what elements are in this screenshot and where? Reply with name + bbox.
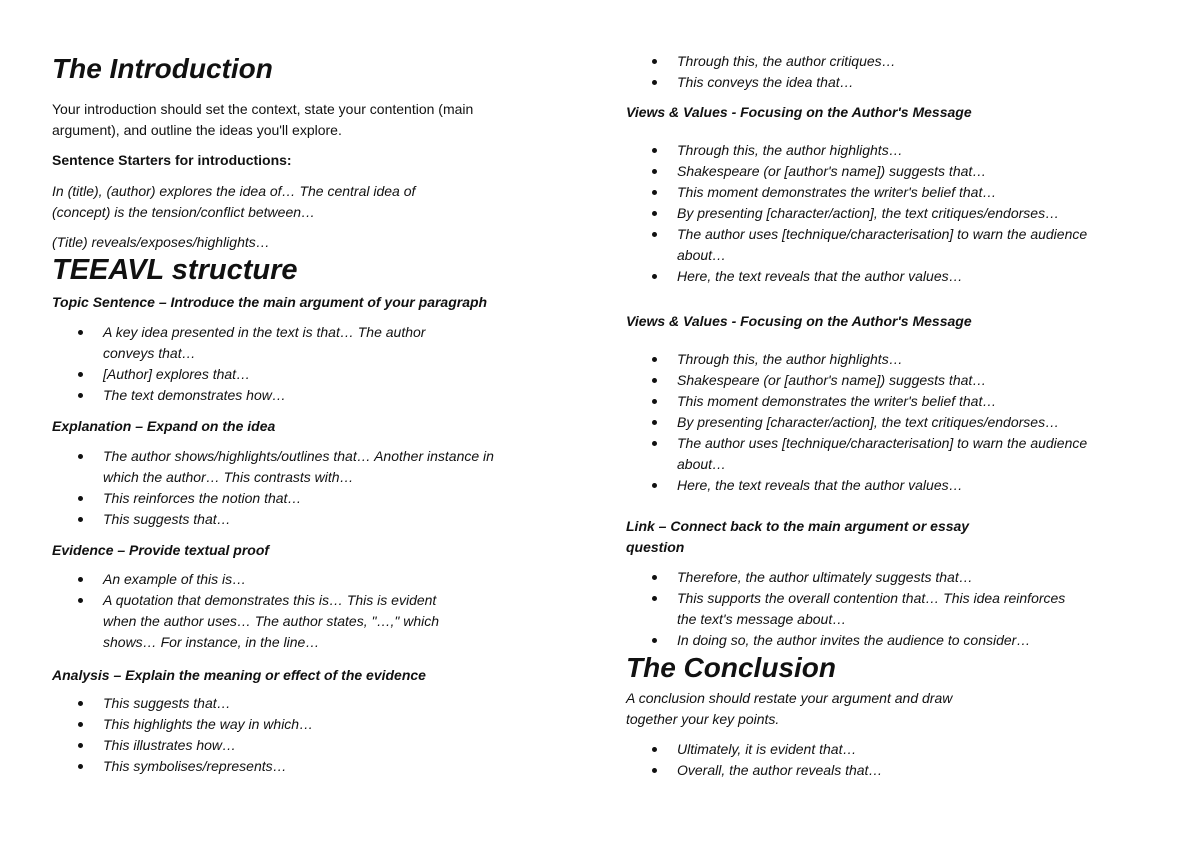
- views-values-heading-2: Views & Values - Focusing on the Author's Message: [626, 313, 972, 329]
- list-item: [52, 509, 572, 530]
- list-item: [52, 756, 572, 777]
- list-item: [52, 488, 572, 509]
- sentence-starter-1: [52, 181, 572, 223]
- list-item-line: This suggests that…: [103, 695, 231, 711]
- conclusion-list: [626, 739, 1166, 781]
- list-item: [626, 203, 1166, 224]
- list-item: [626, 433, 1166, 475]
- list-item-line: By presenting [character/action], the text critiques/endorses…: [677, 414, 1060, 430]
- list-item: [626, 72, 1166, 93]
- list-item: [626, 349, 1166, 370]
- list-item: [626, 224, 1166, 266]
- evidence-list: [52, 569, 572, 653]
- list-item: [626, 412, 1166, 433]
- list-item: [52, 364, 572, 385]
- link-heading-line: question: [626, 539, 685, 555]
- list-item-line: The text demonstrates how…: [103, 387, 286, 403]
- list-item-line: This supports the overall contention that… This idea reinforces: [677, 590, 1066, 606]
- list-item-line: Through this, the author critiques…: [677, 53, 896, 69]
- sentence-starters-heading: Sentence Starters for introductions:: [52, 152, 292, 168]
- list-item-line: Through this, the author highlights…: [677, 351, 903, 367]
- list-item-line: [Author] explores that…: [103, 366, 251, 382]
- list-item: [52, 446, 572, 488]
- introduction-paragraph: [52, 99, 572, 141]
- list-item: [52, 735, 572, 756]
- list-item: [626, 567, 1166, 588]
- conclusion-title: The Conclusion: [626, 652, 836, 683]
- analysis-list: [52, 693, 572, 777]
- list-item-line: conveys that…: [103, 345, 196, 361]
- list-item: [626, 266, 1166, 287]
- list-item-line: This symbolises/represents…: [103, 758, 287, 774]
- link-heading: [626, 516, 1166, 558]
- list-item-line: This illustrates how…: [103, 737, 237, 753]
- list-item-line: Therefore, the author ultimately suggests that…: [677, 569, 973, 585]
- list-item-line: Shakespeare (or [author's name]) suggests that…: [677, 372, 987, 388]
- list-item-line: Here, the text reveals that the author values…: [677, 477, 963, 493]
- list-item-line: when the author uses… The author states, "…," which: [103, 613, 439, 629]
- list-item-line: This conveys the idea that…: [677, 74, 854, 90]
- teeavl-structure-title: TEEAVL structure: [52, 254, 298, 286]
- views-values-heading-1: Views & Values - Focusing on the Author's Message: [626, 104, 972, 120]
- list-item-line: which the author… This contrasts with…: [103, 469, 354, 485]
- views-values-list-1: [626, 140, 1166, 287]
- explanation-list: [52, 446, 572, 530]
- list-item-line: The author uses [technique/characterisation] to warn the audience: [677, 226, 1088, 242]
- list-item: [626, 391, 1166, 412]
- conclusion-paragraph-line: together your key points.: [626, 711, 780, 727]
- list-item: [626, 370, 1166, 391]
- introduction-paragraph-line: argument), and outline the ideas you'll explore.: [52, 122, 342, 138]
- list-item-line: This reinforces the notion that…: [103, 490, 302, 506]
- list-item-line: Shakespeare (or [author's name]) suggests that…: [677, 163, 987, 179]
- list-item: [52, 693, 572, 714]
- list-item-line: shows… For instance, in the line…: [103, 634, 320, 650]
- analysis-heading: Analysis – Explain the meaning or effect of the evidence: [52, 667, 426, 683]
- list-item-line: about…: [677, 456, 727, 472]
- list-item-line: The author uses [technique/characterisation] to warn the audience: [677, 435, 1088, 451]
- list-item: [626, 51, 1166, 72]
- conclusion-paragraph-line: A conclusion should restate your argument and draw: [626, 690, 953, 706]
- list-item-line: This suggests that…: [103, 511, 231, 527]
- explanation-heading: Explanation – Expand on the idea: [52, 418, 276, 434]
- list-item: [52, 322, 572, 364]
- continued-list: [626, 51, 1166, 93]
- list-item-line: The author shows/highlights/outlines that… Another instance in: [103, 448, 494, 464]
- evidence-heading: Evidence – Provide textual proof: [52, 542, 270, 558]
- list-item-line: A key idea presented in the text is that… The author: [103, 324, 426, 340]
- list-item-line: In doing so, the author invites the audience to consider…: [677, 632, 1031, 648]
- list-item-line: the text's message about…: [677, 611, 847, 627]
- list-item-line: By presenting [character/action], the text critiques/endorses…: [677, 205, 1060, 221]
- sentence-starter-line: (concept) is the tension/conflict between…: [52, 204, 316, 220]
- link-heading-line: Link – Connect back to the main argument or essay: [626, 518, 970, 534]
- link-list: [626, 567, 1166, 651]
- list-item: [626, 760, 1166, 781]
- list-item-line: This highlights the way in which…: [103, 716, 314, 732]
- list-item: [626, 588, 1166, 630]
- list-item-line: An example of this is…: [103, 571, 247, 587]
- list-item: [626, 140, 1166, 161]
- list-item: [626, 182, 1166, 203]
- list-item: [52, 714, 572, 735]
- conclusion-paragraph: [626, 688, 1166, 730]
- topic-sentence-heading: Topic Sentence – Introduce the main argument of your paragraph: [52, 294, 488, 310]
- list-item: [626, 161, 1166, 182]
- list-item: [626, 630, 1166, 651]
- list-item-line: Overall, the author reveals that…: [677, 762, 883, 778]
- list-item: [626, 475, 1166, 496]
- list-item: [52, 385, 572, 406]
- list-item: [52, 569, 572, 590]
- introduction-title: The Introduction: [52, 53, 273, 84]
- list-item-line: Through this, the author highlights…: [677, 142, 903, 158]
- list-item: [52, 590, 572, 653]
- list-item-line: Ultimately, it is evident that…: [677, 741, 857, 757]
- list-item-line: This moment demonstrates the writer's belief that…: [677, 184, 997, 200]
- list-item-line: Here, the text reveals that the author values…: [677, 268, 963, 284]
- sentence-starter-line: In (title), (author) explores the idea of… The central idea of: [52, 183, 416, 199]
- sentence-starter-2: (Title) reveals/exposes/highlights…: [52, 234, 270, 250]
- introduction-paragraph-line: Your introduction should set the context, state your contention (main: [52, 101, 474, 117]
- list-item-line: A quotation that demonstrates this is… This is evident: [103, 592, 437, 608]
- views-values-list-2: [626, 349, 1166, 496]
- topic-sentence-list: [52, 322, 572, 406]
- list-item-line: This moment demonstrates the writer's belief that…: [677, 393, 997, 409]
- list-item: [626, 739, 1166, 760]
- list-item-line: about…: [677, 247, 727, 263]
